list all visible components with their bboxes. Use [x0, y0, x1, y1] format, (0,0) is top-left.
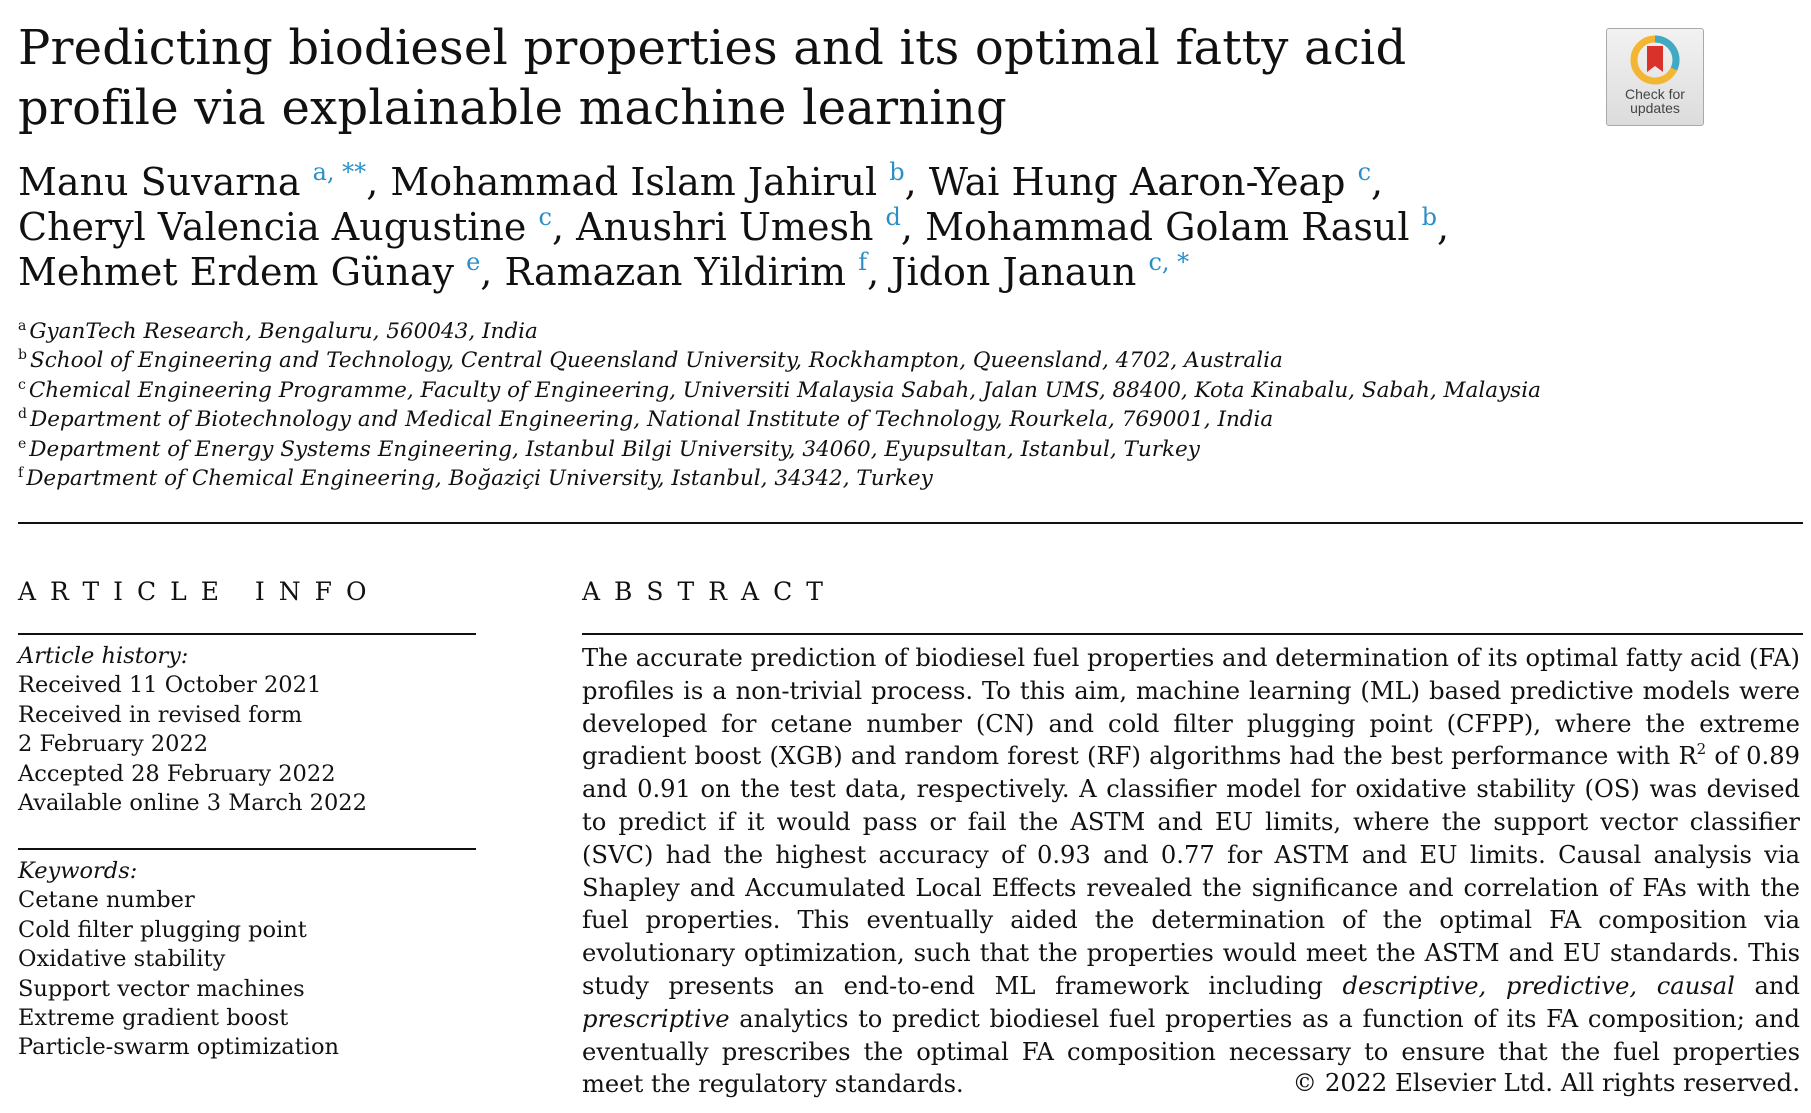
- author-affiliation-ref[interactable]: b: [889, 158, 905, 186]
- author-affiliation-ref[interactable]: e: [466, 248, 481, 276]
- author-affiliation-ref[interactable]: a, **: [312, 158, 367, 186]
- history-entry: Available online 3 March 2022: [18, 790, 367, 817]
- author-affiliation-ref[interactable]: b: [1421, 203, 1438, 231]
- affiliation: $^d$ Department of Biotechnology and Medical Engineering, National Institute of Technology, Rourkela, 769001, India: [18, 406, 1274, 433]
- affiliation-list: [18, 317, 1578, 493]
- keyword: Cold filter plugging point: [18, 916, 307, 943]
- author[interactable]: Mehmet Erdem Günay $^e$,: [18, 248, 493, 294]
- keywords-divider: [18, 848, 476, 850]
- author[interactable]: Mohammad Islam Jahirul $^b$,: [390, 158, 917, 204]
- keyword: Oxidative stability: [18, 946, 226, 973]
- affiliation: $^c$ Chemical Engineering Programme, Faculty of Engineering, Universiti Malaysia Sabah, Jalan UMS, 88400, Kota Kinabalu, Sabah, Malaysia: [18, 376, 1541, 403]
- article-history-label: Article history:: [18, 643, 189, 669]
- author[interactable]: Cheryl Valencia Augustine $^c$,: [18, 203, 565, 249]
- author-affiliation-ref[interactable]: c: [538, 203, 552, 231]
- check-for-updates-badge[interactable]: [1606, 28, 1704, 126]
- author[interactable]: Wai Hung Aaron-Yeap $^c$,: [928, 158, 1384, 204]
- author-affiliation-ref[interactable]: c, *: [1148, 248, 1190, 276]
- abstract-text: The accurate prediction of biodiesel fuel properties and determination of its optimal fatty acid (FA) profiles is a non-trivial process. To this aim, machine learning (ML) based predictive models were developed for cetane number (CN) and cold filter plugging point (CFPP), where the extreme gradient boost (XGB) and random forest (RF) algorithms had the best performance with $R^2$ of 0.89 and 0.91 on the test data, respectively. A classifier model for oxidative stability (OS) was devised to predict if it would pass or fail the ASTM and EU limits, where the support vector classifier (SVC) had the highest accuracy of 0.93 and 0.77 for ASTM and EU limits. Causal analysis via Shapley and Accumulated Local Effects revealed the significance and correlation of FAs with the fuel properties. This eventually aided the determination of the optimal FA composition via evolutionary optimization, such that the properties would meet the ASTM and EU standards. This study presents an end-to-end ML framework including descriptive, predictive, causal and prescriptive analytics to predict biodiesel fuel properties as a function of its FA composition; and eventually prescribes the optimal FA composition necessary to ensure that the fuel properties meet the regulatory standards.: [582, 644, 1801, 1099]
- article-info-heading: ARTICLE INFO: [18, 577, 381, 606]
- author-list: [18, 160, 1578, 295]
- abstract-heading: ABSTRACT: [582, 577, 837, 606]
- author-affiliation-ref[interactable]: d: [885, 203, 901, 231]
- history-entry: Received 11 October 2021: [18, 672, 322, 699]
- keywords-label: Keywords:: [18, 858, 138, 884]
- badge-label: [1607, 87, 1703, 115]
- affiliation: $^b$ School of Engineering and Technology, Central Queensland University, Rockhampton, Queensland, 4702, Australia: [18, 347, 1283, 374]
- keyword: Particle-swarm optimization: [18, 1034, 339, 1061]
- author[interactable]: Manu Suvarna $^{a, **}$,: [18, 158, 379, 204]
- keyword: Extreme gradient boost: [18, 1005, 289, 1032]
- affiliation: $^f$ Department of Chemical Engineering, Boğaziçi University, Istanbul, 34342, Turkey: [18, 465, 933, 492]
- check-for-updates-icon: [1630, 35, 1680, 85]
- author[interactable]: Anushri Umesh $^d$,: [576, 203, 913, 249]
- article-info-divider: [18, 633, 476, 635]
- history-entry: Received in revised form: [18, 701, 303, 728]
- badge-line-2: updates: [1630, 100, 1680, 116]
- author[interactable]: Mohammad Golam Rasul $^b$,: [925, 203, 1450, 249]
- article-history: [18, 642, 478, 818]
- badge-line-1: Check for: [1625, 86, 1685, 102]
- history-entry: Accepted 28 February 2022: [18, 760, 336, 787]
- history-entry: 2 February 2022: [18, 731, 209, 758]
- header-divider: [18, 522, 1803, 524]
- author-affiliation-ref[interactable]: c: [1357, 158, 1372, 186]
- copyright-notice: © 2022 Elsevier Ltd. All rights reserved.: [1292, 1068, 1800, 1097]
- keyword: Cetane number: [18, 887, 195, 914]
- affiliation: $^e$ Department of Energy Systems Engineering, Istanbul Bilgi University, 34060, Eyupsultan, Istanbul, Turkey: [18, 435, 1200, 462]
- author[interactable]: Jidon Janaun $^{c, *}$: [891, 248, 1190, 294]
- author-affiliation-ref[interactable]: f: [858, 248, 868, 276]
- keywords: [18, 857, 478, 1063]
- affiliation: $^a$ GyanTech Research, Bengaluru, 560043, India: [18, 318, 538, 344]
- article-title: Predicting biodiesel properties and its optimal fatty acid profile via explainable machine learning: [18, 20, 1407, 136]
- author[interactable]: Ramazan Yildirim $^f$,: [504, 248, 880, 294]
- abstract-divider: [582, 633, 1803, 635]
- keyword: Support vector machines: [18, 975, 305, 1002]
